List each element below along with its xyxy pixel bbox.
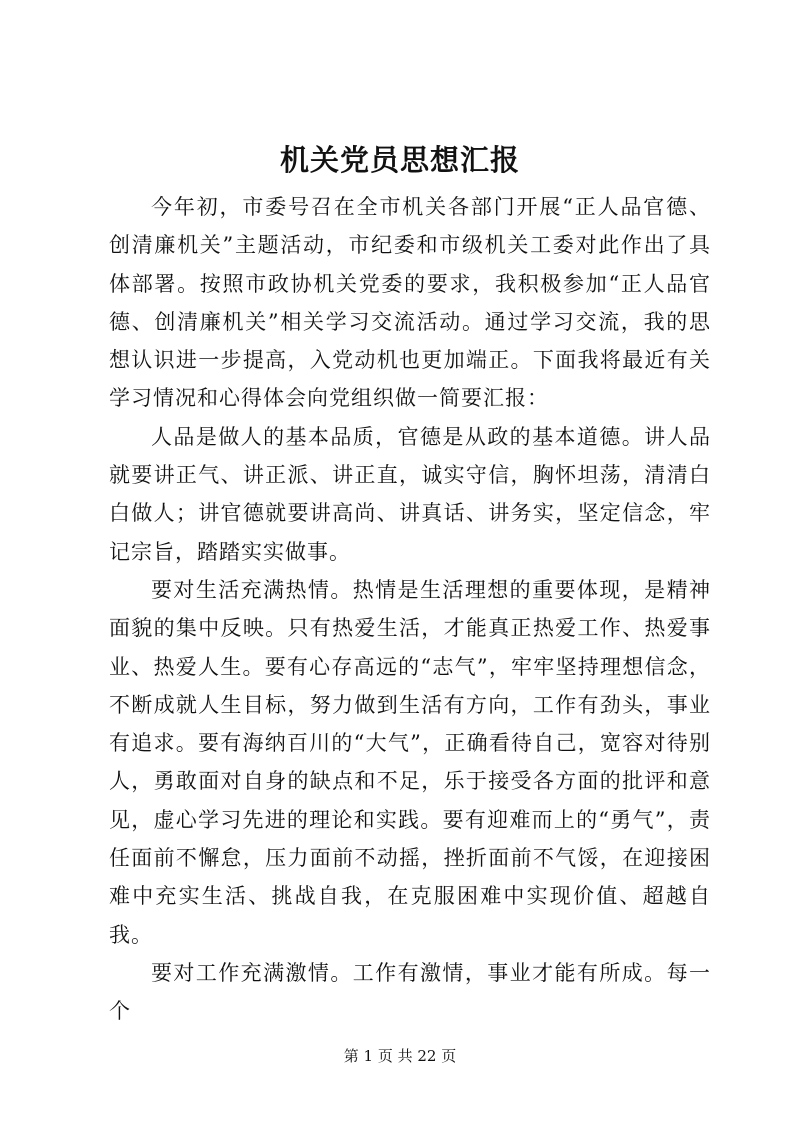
- document-body: [109, 188, 711, 1031]
- paragraph: 人品是做人的基本品质，官德是从政的基本道德。讲人品就要讲正气、讲正派、讲正直，诚实守信，胸怀坦荡，清清白白做人；讲官德就要讲高尚、讲真话、讲务实，坚定信念，牢记宗旨，踏踏实实做事。: [109, 424, 711, 564]
- page-title: 机关党员思想汇报: [279, 143, 520, 177]
- paragraph: 要对生活充满热情。热情是生活理想的重要体现，是精神面貌的集中反映。只有热爱生活，才能真正热爱工作、热爱事业、热爱人生。要有心存高远的“志气”，牢牢坚持理想信念，不断成就人生目标，努力做到生活有方向，工作有劲头，事业有追求。要有海纳百川的“大气”，正确看待自己，宽容对待别人，勇敢面对自身的缺点和不足，乐于接受各方面的批评和意见，虚心学习先进的理论和实践。要有迎难而上的“勇气”，责任面前不懈怠，压力面前不动摇，挫折面前不气馁，在迎接困难中充实生活、挑战自我，在克服困难中实现价值、超越自我。: [109, 577, 711, 947]
- page-footer: 第 1 页 共 22 页: [343, 1047, 457, 1065]
- paragraph: 要对工作充满激情。工作有激情，事业才能有所成。每一个: [109, 960, 711, 1024]
- paragraph: 今年初，市委号召在全市机关各部门开展“正人品官德、创清廉机关”主题活动，市纪委和市级机关工委对此作出了具体部署。按照市政协机关党委的要求，我积极参加“正人品官德、创清廉机关”相关学习交流活动。通过学习交流，我的思想认识进一步提高，入党动机也更加端正。下面我将最近有关学习情况和心得体会向党组织做一简要汇报：: [109, 195, 711, 411]
